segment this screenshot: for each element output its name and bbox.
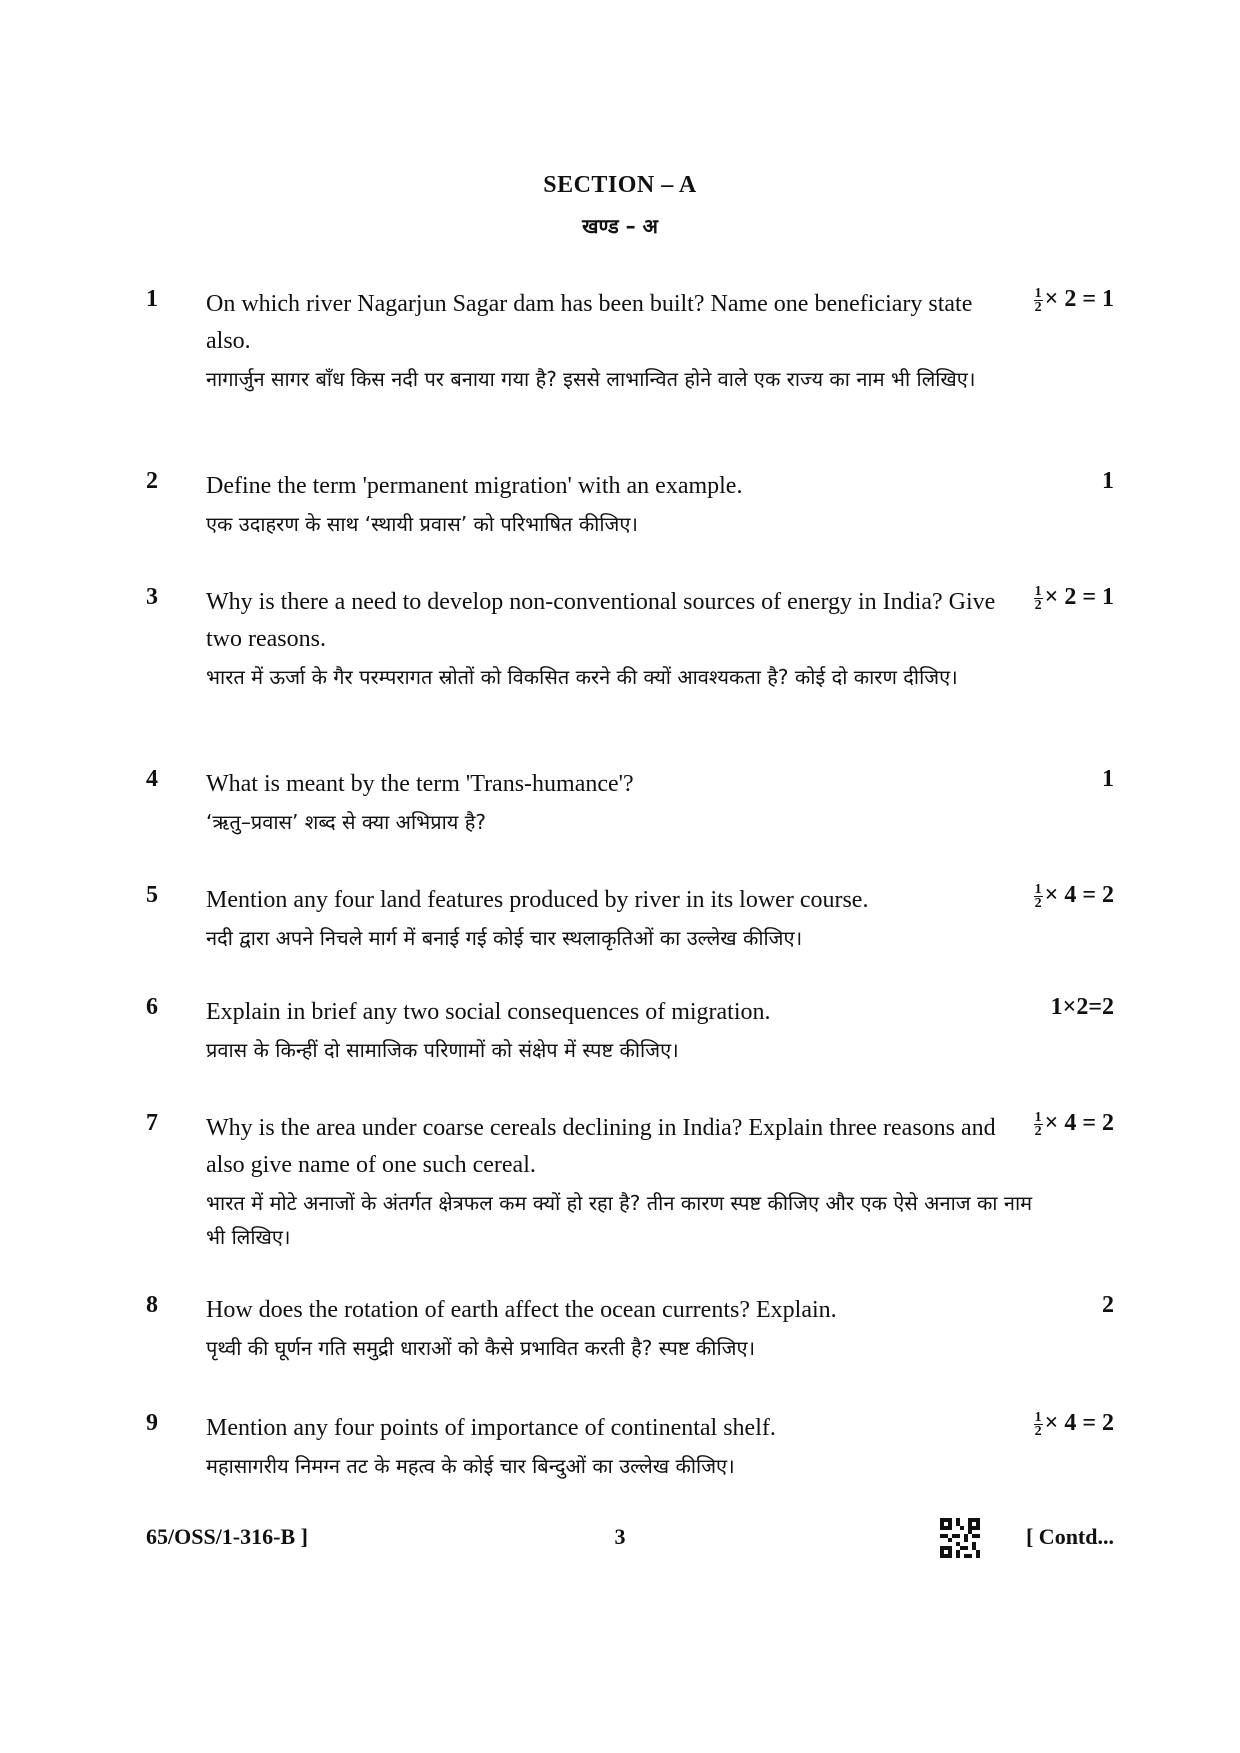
question-marks: 1×2=2 [1050, 994, 1114, 1020]
question-text-en: Mention any four points of importance of continental shelf. [206, 1415, 776, 1441]
section-subtitle: खण्ड – अ [582, 214, 658, 238]
question-text-en: Explain in brief any two social consequences of migration. [206, 999, 771, 1025]
question-marks: 1 [1102, 468, 1114, 494]
question-text-en: Mention any four land features produced by river in its lower course. [206, 887, 869, 913]
question-text-hi: पृथ्वी की घूर्णन गति समुद्री धाराओं को कैसे प्रभावित करती है? स्पष्ट कीजिए। [206, 1336, 756, 1360]
question-text-hi: महासागरीय निमग्न तट के महत्व के कोई चार बिन्दुओं का उल्लेख कीजिए। [206, 1454, 735, 1478]
half-fraction: $\frac{1}{2}$ [1034, 881, 1042, 911]
question-text-en: On which river Nagarjun Sagar dam has been built? Name one beneficiary state also. [206, 291, 973, 354]
continued-label: [ Contd... [1025, 1524, 1114, 1549]
question-text-en: How does the rotation of earth affect the ocean currents? Explain. [206, 1297, 837, 1323]
question-number: 1 [146, 286, 158, 312]
question-number: 2 [146, 468, 158, 494]
question-marks: $\frac{1}{2}$ × 2 = 1 [1034, 583, 1114, 613]
question-text-hi: भारत में मोटे अनाजों के अंतर्गत क्षेत्रफल कम क्यों हो रहा है? तीन कारण स्पष्ट कीजिए और एक ऐसे अनाज का नाम भी लिखिए। [206, 1191, 1033, 1249]
page-number: 3 [614, 1524, 626, 1549]
question-marks: 2 [1102, 1292, 1114, 1318]
half-fraction: $\frac{1}{2}$ [1034, 1409, 1042, 1439]
question-number: 8 [146, 1292, 158, 1318]
question-text-hi: एक उदाहरण के साथ ‘स्थायी प्रवास’ को परिभाषित कीजिए। [206, 512, 639, 536]
question-number: 5 [146, 882, 158, 908]
question-text-hi: प्रवास के किन्हीं दो सामाजिक परिणामों को संक्षेप में स्पष्ट कीजिए। [206, 1038, 679, 1062]
question-text-en: Why is the area under coarse cereals declining in India? Explain three reasons and also give name of one such cereal. [206, 1115, 996, 1178]
question-number: 7 [146, 1110, 158, 1136]
question-text-hi: ‘ऋतु–प्रवास’ शब्द से क्या अभिप्राय है? [206, 810, 486, 834]
section-title: SECTION – A [543, 172, 697, 198]
question-marks: $\frac{1}{2}$ × 4 = 2 [1034, 1109, 1114, 1139]
question-number: 3 [146, 584, 158, 610]
question-number: 4 [146, 766, 158, 792]
question-marks: $\frac{1}{2}$ × 2 = 1 [1034, 285, 1114, 315]
question-text-hi: नदी द्वारा अपने निचले मार्ग में बनाई गई कोई चार स्थलाकृतिओं का उल्लेख कीजिए। [206, 926, 803, 950]
question-number: 9 [146, 1410, 158, 1436]
question-marks: 1 [1102, 766, 1114, 792]
question-text-en: What is meant by the term 'Trans-humance'? [206, 771, 634, 797]
half-fraction: $\frac{1}{2}$ [1034, 285, 1042, 315]
question-marks: $\frac{1}{2}$ × 4 = 2 [1034, 881, 1114, 911]
paper-code: 65/OSS/1-316-B ] [146, 1524, 308, 1549]
question-number: 6 [146, 994, 158, 1020]
question-text-hi: भारत में ऊर्जा के गैर परम्परागत स्रोतों को विकसित करने की क्यों आवश्यकता है? कोई दो कारण दीजिए। [206, 665, 958, 689]
question-text-en: Why is there a need to develop non-conventional sources of energy in India? Give two reasons. [206, 589, 996, 652]
question-text-hi: नागार्जुन सागर बाँध किस नदी पर बनाया गया है? इससे लाभान्वित होने वाले एक राज्य का नाम भी लिखिए। [206, 367, 976, 391]
question-text-en: Define the term 'permanent migration' with an example. [206, 473, 743, 499]
question-marks: $\frac{1}{2}$ × 4 = 2 [1034, 1409, 1114, 1439]
qr-code-icon [940, 1518, 980, 1558]
half-fraction: $\frac{1}{2}$ [1034, 1109, 1042, 1139]
half-fraction: $\frac{1}{2}$ [1034, 583, 1042, 613]
